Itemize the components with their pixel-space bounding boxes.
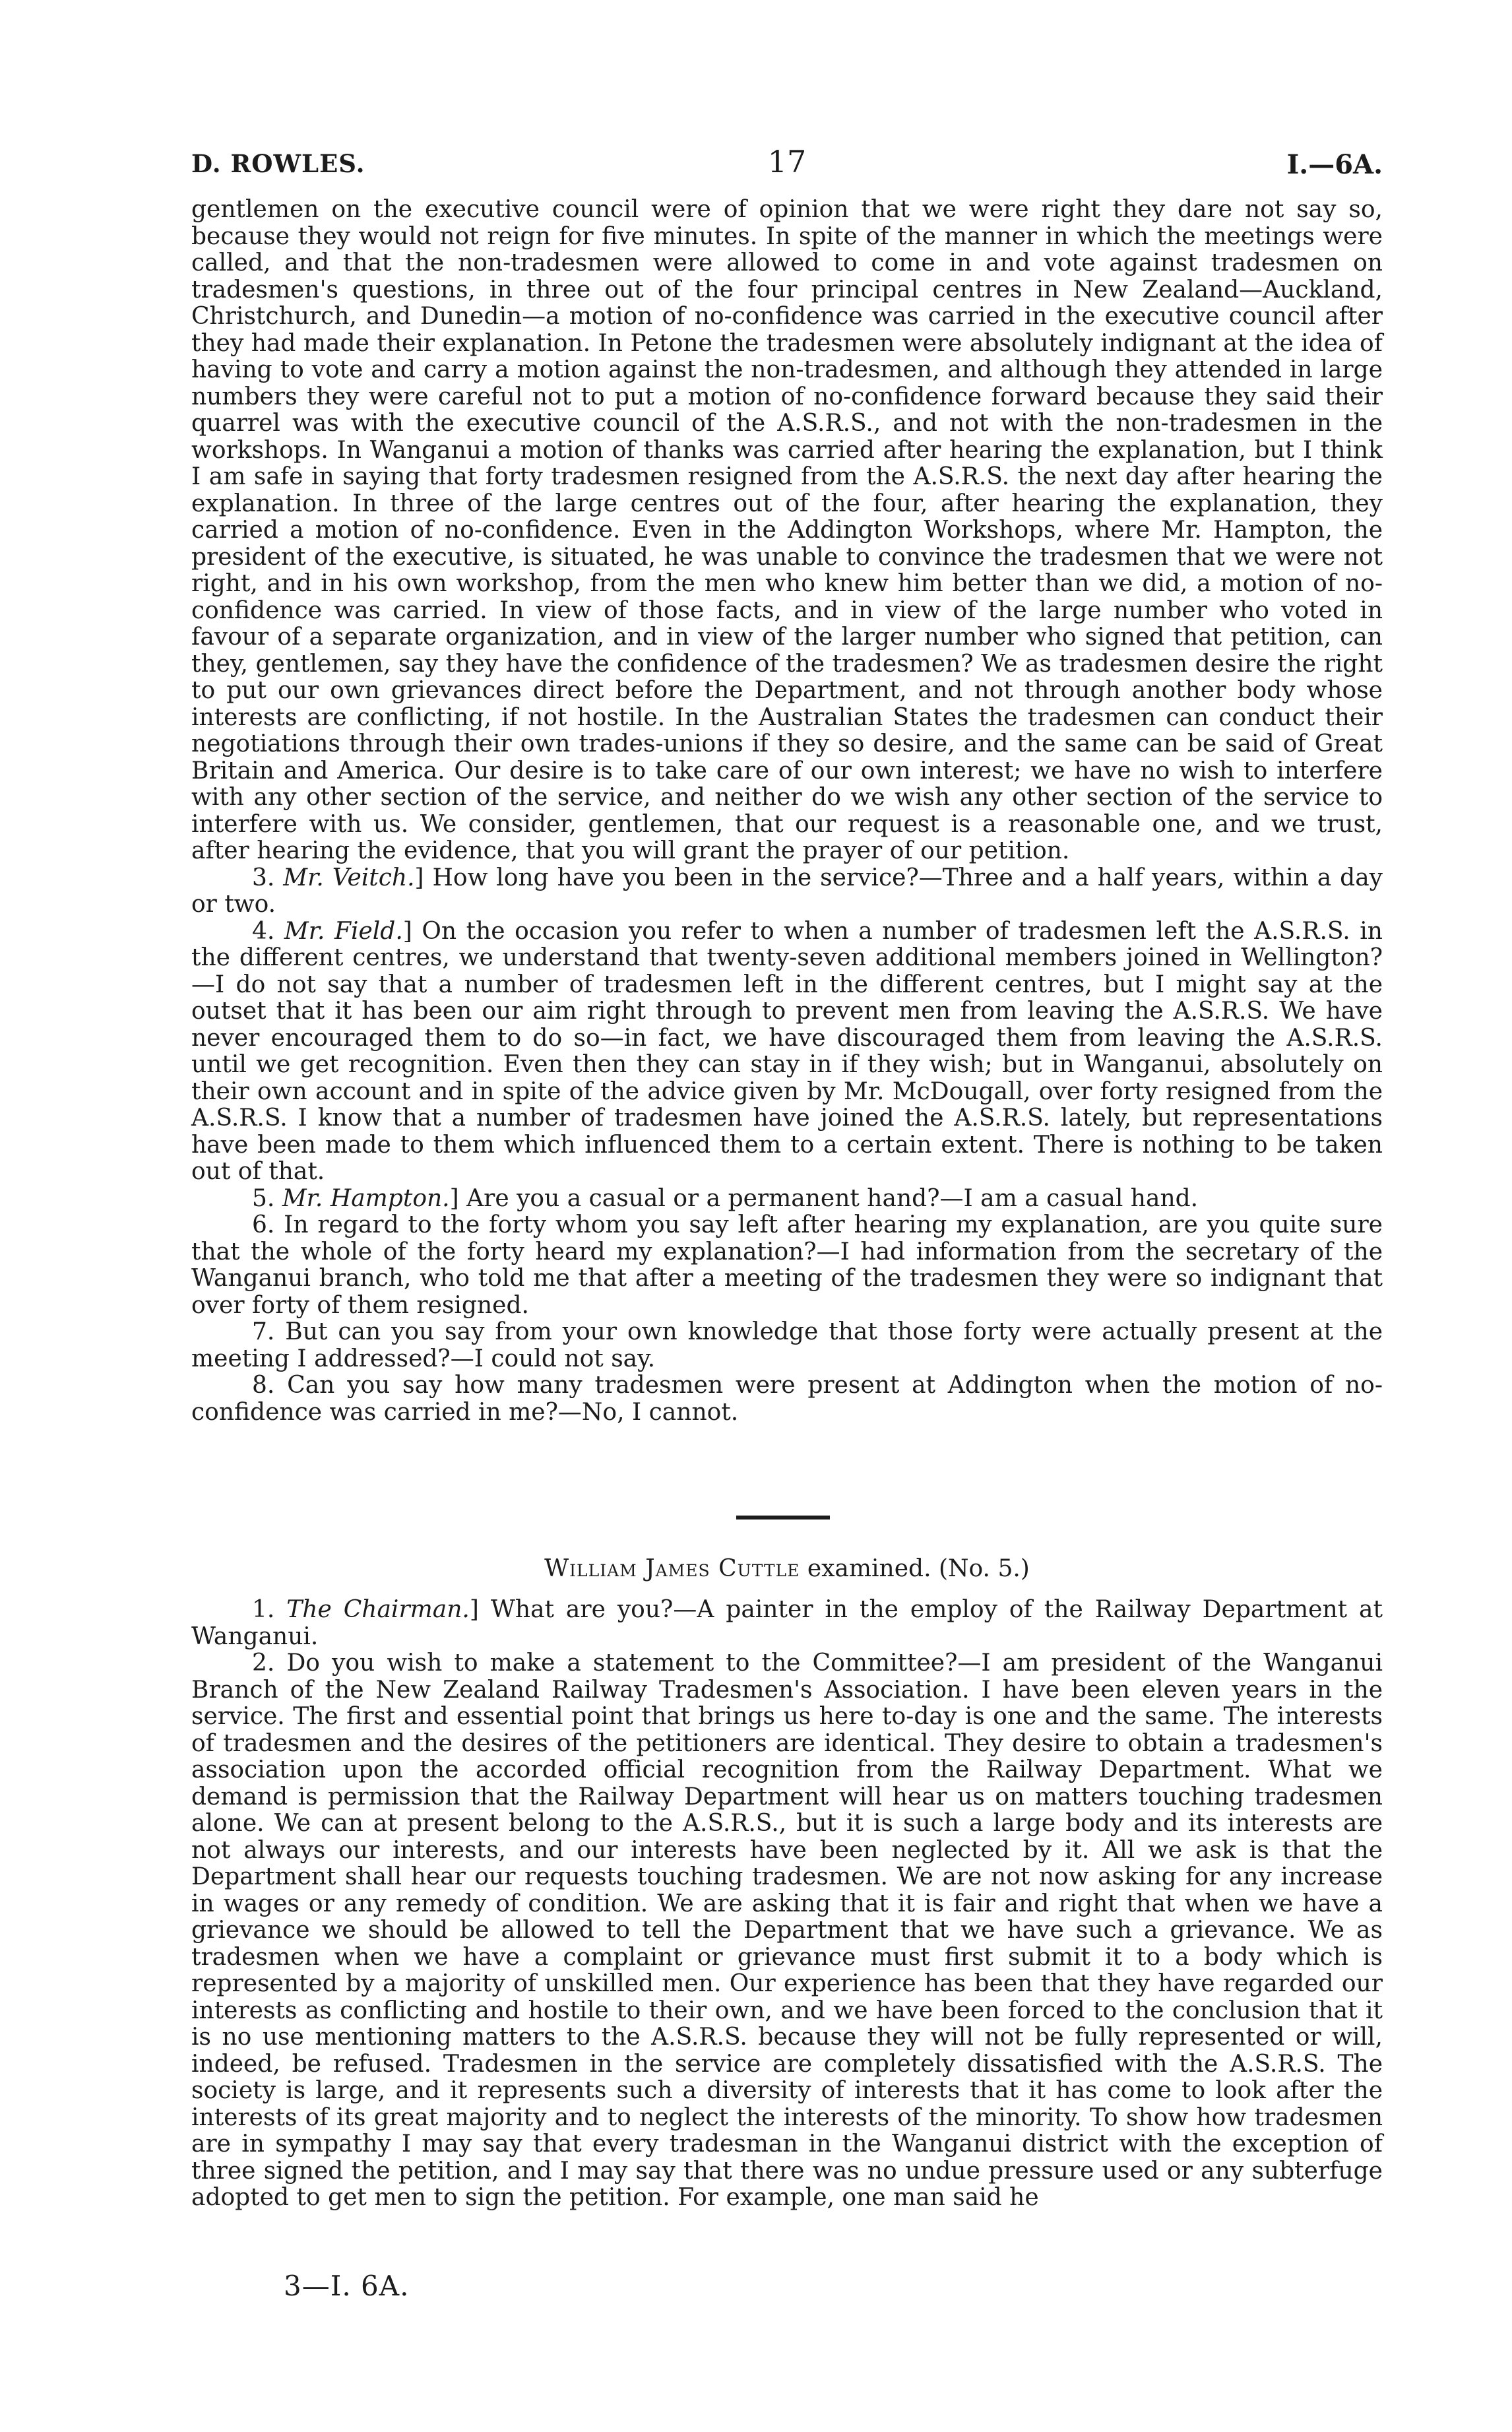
question-text: What are you?—A painter in the employ of the Railway Department at Wanganui.: [191, 1596, 1383, 1650]
question-4: 4. Mr. Field.] On the occasion you refer to when a number of tradesmen left the A.S.R.S. in the different centres, we understand that twenty-seven additional members joined in Wellington?—I do not say that a number of tradesmen left in the different centres, but I might say at the outset that it has been our aim right through to prevent men from leaving the A.S.R.S. We have never encouraged them to do so—in fact, we have discouraged them from leaving the A.S.R.S. until we get recognition. Even then they can stay in if they wish; but in Wanganui, absolutely on their own account and in spite of the advice given by Mr. McDougall, over forty resigned from the A.S.R.S. I know that a number of tradesmen have joined the A.S.R.S. lately, but representations have been made to them which influenced them to a certain extent. There is nothing to be taken out of that.: [191, 917, 1383, 1185]
rowles-evidence: [191, 197, 1383, 1426]
speaker: The Chairman.: [286, 1596, 470, 1623]
page-number: 17: [767, 144, 807, 179]
question-number: 2.: [252, 1649, 275, 1677]
question-text: On the occasion you refer to when a number of tradesmen left the A.S.R.S. in the different centres, we understand that twenty-seven additional members joined in Wellington?—I do not say that a number of tradesmen left in the different centres, but I might say at the outset that it has been our aim right through to prevent men from leaving the A.S.R.S. We have never encouraged them to do so—in fact, we have discouraged them from leaving the A.S.R.S. until we get recognition. Even then they can stay in if they wish; but in Wanganui, absolutely on their own account and in spite of the advice given by Mr. McDougall, over forty resigned from the A.S.R.S. I know that a number of tradesmen have joined the A.S.R.S. lately, but representations have been made to them which influenced them to a certain extent. There is nothing to be taken out of that.: [191, 917, 1383, 1185]
speaker: Mr. Hampton.: [282, 1184, 450, 1212]
header-witness-name: D. ROWLES.: [191, 149, 365, 178]
question-number: 6.: [252, 1211, 275, 1238]
question-1: 1. The Chairman.] What are you?—A painter in the employ of the Railway Department at Wanganui.: [191, 1596, 1383, 1650]
page-header: [191, 144, 1383, 183]
question-text: Are you a casual or a permanent hand?—I am a casual hand.: [466, 1184, 1199, 1212]
question-text: Can you say how many tradesmen were present at Addington when the motion of no-confidence was carried in me?—No, I cannot.: [191, 1372, 1383, 1426]
question-number: 1.: [252, 1596, 275, 1623]
question-6: [191, 1212, 1383, 1319]
question-number: 8.: [252, 1372, 275, 1399]
question-number: 4.: [252, 917, 275, 945]
question-2: [191, 1650, 1383, 2212]
question-text: In regard to the forty whom you say left after hearing my explanation, are you quite sure that the whole of the forty heard my explanation?—I had information from the secretary of the Wanganui branch, who told me that after a meeting of the tradesmen they were so indignant that over forty of them resigned.: [191, 1211, 1383, 1319]
witness-heading-rest: examined. (No. 5.): [807, 1555, 1030, 1582]
question-3: 3. Mr. Veitch.] How long have you been in the service?—Three and a half years, within a day or two.: [191, 864, 1383, 918]
document-reference: I.—6A.: [1286, 149, 1383, 180]
speaker: Mr. Field.: [284, 917, 403, 945]
question-text: But can you say from your own knowledge that those forty were actually present at the meeting I addressed?—I could not say.: [191, 1318, 1383, 1372]
witness-name: William James Cuttle: [544, 1555, 800, 1582]
question-text: Do you wish to make a statement to the Committee?—I am president of the Wanganui Branch of the New Zealand Railway Tradesmen's Association. I have been eleven years in the service. The first and essential point that brings us here to-day is one and the same. The interests of tradesmen and the desires of the petitioners are identical. They desire to obtain a tradesmen's association upon the accorded official recognition from the Railway Department. What we demand is permission that the Railway Department will hear us on matters touching tradesmen alone. We can at present belong to the A.S.R.S., but it is such a large body and its interests are not always our interests, and our interests have been neglected by it. All we ask is that the Department shall hear our requests touching tradesmen. We are not now asking for any increase in wages or any remedy of condition. We are asking that it is fair and right that when we have a grievance we should be allowed to tell the Department that we have such a grievance. We as tradesmen when we have a complaint or grievance must first submit it to a body which is represented by a majority of unskilled men. Our experience has been that they have regarded our interests as conflicting and hostile to their own, and we have been forced to the conclusion that it is no use mentioning matters to the A.S.R.S. because they will not be fully represented or will, indeed, be refused. Tradesmen in the service are completely dissatisfied with the A.S.R.S. The society is large, and it represents such a diversity of interests that it has come to look after the interests of its great majority and to neglect the interests of the minority. To show how tradesmen are in sympathy I may say that every tradesman in the Wanganui district with the exception of three signed the petition, and I may say that there was no undue pressure used or any subterfuge adopted to get men to sign the petition. For example, one man said he: [191, 1649, 1383, 2211]
witness-heading: [191, 1556, 1383, 1582]
question-7: [191, 1319, 1383, 1372]
question-text: How long have you been in the service?—Three and a half years, within a day or two.: [191, 864, 1383, 918]
question-number: 7.: [252, 1318, 275, 1345]
section-divider: [736, 1516, 830, 1520]
signature-mark: 3—I. 6A.: [284, 2270, 410, 2302]
question-number: 5.: [252, 1184, 275, 1212]
question-5: 5. Mr. Hampton.] Are you a casual or a permanent hand?—I am a casual hand.: [252, 1184, 1199, 1212]
cuttle-evidence: [191, 1597, 1383, 2212]
continuation-paragraph: gentlemen on the executive council were of opinion that we were right they dare not say so, because they would not reign for five minutes. In spite of the manner in which the meetings were called, and that the non-tradesmen were allowed to come in and vote against tradesmen on tradesmen's questions, in three out of the four principal centres in New Zealand—Auckland, Christchurch, and Dunedin—a motion of no-confidence was carried in the executive council after they had made their explanation. In Petone the tradesmen were absolutely indignant at the idea of having to vote and carry a motion against the non-tradesmen, and although they attended in large numbers they were careful not to put a motion of no-confidence forward because they said their quarrel was with the executive council of the A.S.R.S., and not with the non-tradesmen in the workshops. In Wanganui a motion of thanks was carried after hearing the explanation, but I think I am safe in saying that forty tradesmen resigned from the A.S.R.S. the next day after hearing the explanation. In three of the large centres out of the four, after hearing the explanation, they carried a motion of no-confidence. Even in the Addington Workshops, where Mr. Hampton, the president of the executive, is situated, he was unable to convince the tradesmen that we were not right, and in his own workshop, from the men who knew him better than we did, a motion of no-confidence was carried. In view of those facts, and in view of the large number who voted in favour of a separate organization, and in view of the larger number who signed that petition, can they, gentlemen, say they have the confidence of the tradesmen? We as tradesmen desire the right to put our own grievances direct before the Department, and not through another body whose interests are conflicting, if not hostile. In the Australian States the tradesmen can conduct their negotiations through their own trades-unions if they so desire, and the same can be said of Great Britain and America. Our desire is to take care of our own interest; we have no wish to interfere with any other section of the service, and neither do we wish any other section of the service to interfere with us. We consider, gentlemen, that our request is a reasonable one, and we trust, after hearing the evidence, that you will grant the prayer of our petition.: [191, 196, 1383, 864]
speaker: Mr. Veitch.: [283, 864, 415, 891]
question-number: 3.: [252, 864, 275, 891]
question-8: [191, 1372, 1383, 1426]
